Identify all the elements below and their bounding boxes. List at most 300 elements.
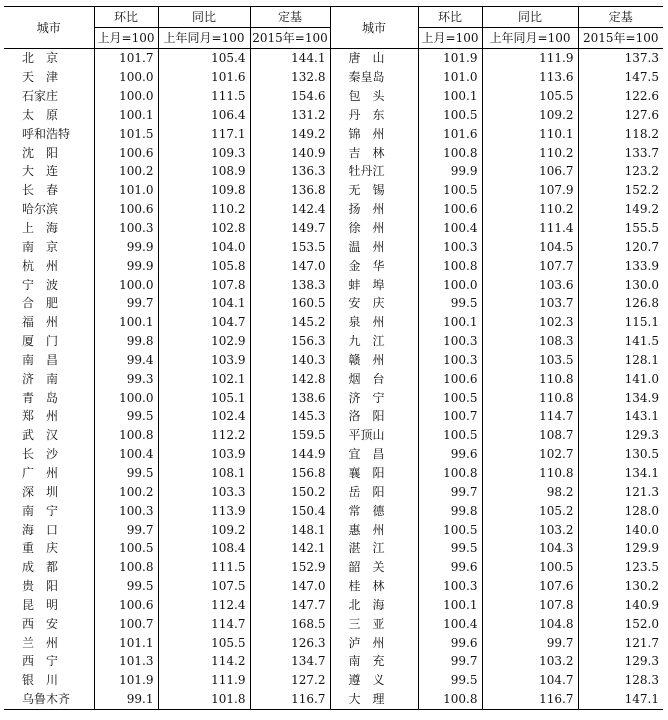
right-mom-cell: 100.4	[418, 219, 482, 238]
left-fixed-cell: 145.3	[250, 407, 330, 426]
left-city-cell: 武 汉	[22, 428, 59, 443]
left-mom-cell: 99.9	[94, 237, 158, 256]
right-yoy-cell: 103.6	[482, 275, 578, 294]
right-yoy-cell: 98.2	[482, 482, 578, 501]
left-city-cell: 银 川	[22, 673, 59, 688]
left-mom-cell: 100.8	[94, 558, 158, 577]
left-city-cell: 贵 阳	[22, 579, 59, 594]
right-mom-cell: 100.7	[418, 407, 482, 426]
right-city-cell: 唐 山	[330, 49, 418, 68]
left-yoy-cell: 103.9	[158, 445, 250, 464]
right-yoy-cell: 110.2	[482, 143, 578, 162]
left-yoy-cell: 104.0	[158, 237, 250, 256]
right-yoy-cell: 102.7	[482, 445, 578, 464]
right-mom-cell: 101.0	[418, 68, 482, 87]
right-mom-cell: 99.6	[418, 445, 482, 464]
right-mom-cell: 100.3	[418, 332, 482, 351]
left-yoy-cell: 108.1	[158, 464, 250, 483]
left-yoy-cell: 109.3	[158, 143, 250, 162]
left-fixed-cell: 149.2	[250, 124, 330, 143]
right-fixed-cell: 122.6	[578, 87, 663, 106]
header-mom-right: 环比	[418, 7, 482, 28]
right-fixed-cell: 127.6	[578, 106, 663, 125]
left-city-cell: 合 肥	[22, 296, 59, 311]
right-city-cell: 蚌 埠	[330, 275, 418, 294]
left-mom-cell: 100.7	[94, 614, 158, 633]
header-yoy-base-right: 上年同月=100	[482, 28, 578, 49]
right-yoy-cell: 103.2	[482, 652, 578, 671]
left-fixed-cell: 142.8	[250, 369, 330, 388]
left-city-cell: 西 宁	[22, 654, 59, 669]
table-row	[4, 520, 663, 539]
left-fixed-cell: 136.8	[250, 181, 330, 200]
left-fixed-cell: 142.4	[250, 200, 330, 219]
left-yoy-cell: 114.2	[158, 652, 250, 671]
table-row	[4, 539, 663, 558]
right-mom-cell: 100.1	[418, 313, 482, 332]
table-row	[4, 482, 663, 501]
left-city-cell: 青 岛	[22, 390, 59, 405]
table-row	[4, 181, 663, 200]
left-city-cell: 呼和浩特	[22, 126, 71, 141]
right-city-cell: 扬 州	[330, 200, 418, 219]
right-fixed-cell: 137.3	[578, 49, 663, 68]
left-mom-cell: 100.8	[94, 426, 158, 445]
right-mom-cell: 100.5	[418, 181, 482, 200]
left-yoy-cell: 102.9	[158, 332, 250, 351]
left-city-cell: 成 都	[22, 560, 59, 575]
table-row	[4, 388, 663, 407]
right-fixed-cell: 140.0	[578, 520, 663, 539]
right-yoy-cell: 104.5	[482, 237, 578, 256]
left-mom-cell: 99.1	[94, 690, 158, 709]
left-fixed-cell: 142.1	[250, 539, 330, 558]
right-yoy-cell: 102.3	[482, 313, 578, 332]
left-yoy-cell: 101.6	[158, 68, 250, 87]
right-fixed-cell: 143.1	[578, 407, 663, 426]
left-mom-cell: 100.3	[94, 219, 158, 238]
left-city-cell: 昆 明	[22, 597, 59, 612]
right-fixed-cell: 123.5	[578, 558, 663, 577]
left-mom-cell: 100.0	[94, 275, 158, 294]
right-city-cell: 宜 昌	[330, 445, 418, 464]
left-mom-cell: 100.2	[94, 162, 158, 181]
left-yoy-cell: 111.5	[158, 558, 250, 577]
table-row	[4, 577, 663, 596]
left-mom-cell: 101.7	[94, 49, 158, 68]
header-city-left: 城市	[4, 7, 94, 49]
table-row	[4, 68, 663, 87]
left-mom-cell: 101.5	[94, 124, 158, 143]
right-city-cell: 岳 阳	[330, 482, 418, 501]
right-fixed-cell: 121.7	[578, 633, 663, 652]
left-mom-cell: 101.3	[94, 652, 158, 671]
left-yoy-cell: 111.9	[158, 671, 250, 690]
right-yoy-cell: 104.8	[482, 614, 578, 633]
left-city-cell: 郑 州	[22, 409, 59, 424]
right-fixed-cell: 134.9	[578, 388, 663, 407]
right-fixed-cell: 147.1	[578, 690, 663, 709]
left-fixed-cell: 136.3	[250, 162, 330, 181]
right-city-cell: 惠 州	[330, 520, 418, 539]
right-city-cell: 常 德	[330, 501, 418, 520]
right-mom-cell: 100.1	[418, 87, 482, 106]
left-city-cell: 厦 门	[22, 334, 59, 349]
left-yoy-cell: 109.2	[158, 520, 250, 539]
left-mom-cell: 99.7	[94, 294, 158, 313]
left-yoy-cell: 107.8	[158, 275, 250, 294]
right-yoy-cell: 110.8	[482, 388, 578, 407]
right-mom-cell: 99.8	[418, 501, 482, 520]
right-fixed-cell: 134.1	[578, 464, 663, 483]
left-yoy-cell: 101.8	[158, 690, 250, 709]
right-fixed-cell: 149.2	[578, 200, 663, 219]
left-fixed-cell: 156.3	[250, 332, 330, 351]
left-city-cell: 广 州	[22, 465, 59, 480]
left-city-cell: 北 京	[22, 51, 59, 66]
left-fixed-cell: 132.8	[250, 68, 330, 87]
right-city-cell: 襄 阳	[330, 464, 418, 483]
right-yoy-cell: 100.5	[482, 558, 578, 577]
left-mom-cell: 100.5	[94, 539, 158, 558]
table-row	[4, 275, 663, 294]
header-yoy-base-left: 上年同月=100	[158, 28, 250, 49]
left-city-cell: 长 春	[22, 183, 59, 198]
left-city-cell: 南 宁	[22, 503, 59, 518]
right-mom-cell: 100.8	[418, 143, 482, 162]
left-fixed-cell: 160.5	[250, 294, 330, 313]
left-mom-cell: 100.1	[94, 313, 158, 332]
right-mom-cell: 100.4	[418, 614, 482, 633]
left-yoy-cell: 108.9	[158, 162, 250, 181]
table-row	[4, 690, 663, 709]
left-yoy-cell: 106.4	[158, 106, 250, 125]
right-city-cell: 徐 州	[330, 219, 418, 238]
left-yoy-cell: 102.4	[158, 407, 250, 426]
table-row	[4, 464, 663, 483]
right-mom-cell: 99.6	[418, 558, 482, 577]
right-city-cell: 济 宁	[330, 388, 418, 407]
right-yoy-cell: 103.5	[482, 351, 578, 370]
right-city-cell: 金 华	[330, 256, 418, 275]
left-fixed-cell: 127.2	[250, 671, 330, 690]
table-row	[4, 294, 663, 313]
left-mom-cell: 99.9	[94, 256, 158, 275]
table-row	[4, 162, 663, 181]
right-yoy-cell: 110.8	[482, 369, 578, 388]
right-city-cell: 锦 州	[330, 124, 418, 143]
right-fixed-cell: 152.0	[578, 614, 663, 633]
left-mom-cell: 100.3	[94, 501, 158, 520]
left-city-cell: 南 京	[22, 239, 59, 254]
left-yoy-cell: 102.1	[158, 369, 250, 388]
left-fixed-cell: 152.9	[250, 558, 330, 577]
right-yoy-cell: 114.7	[482, 407, 578, 426]
left-fixed-cell: 150.4	[250, 501, 330, 520]
table-row	[4, 49, 663, 68]
header-fixed-right: 定基	[578, 7, 663, 28]
right-fixed-cell: 118.2	[578, 124, 663, 143]
left-fixed-cell: 150.2	[250, 482, 330, 501]
right-fixed-cell: 147.5	[578, 68, 663, 87]
left-city-cell: 济 南	[22, 371, 59, 386]
right-yoy-cell: 111.4	[482, 219, 578, 238]
right-mom-cell: 99.5	[418, 294, 482, 313]
right-yoy-cell: 104.7	[482, 671, 578, 690]
left-yoy-cell: 112.2	[158, 426, 250, 445]
price-index-table	[4, 6, 663, 710]
right-mom-cell: 100.5	[418, 388, 482, 407]
right-fixed-cell: 115.1	[578, 313, 663, 332]
left-city-cell: 南 昌	[22, 352, 59, 367]
left-mom-cell: 99.3	[94, 369, 158, 388]
right-fixed-cell: 129.9	[578, 539, 663, 558]
right-city-cell: 泸 州	[330, 633, 418, 652]
left-city-cell: 兰 州	[22, 635, 59, 650]
table-row	[4, 671, 663, 690]
left-yoy-cell: 110.2	[158, 200, 250, 219]
right-city-cell: 丹 东	[330, 106, 418, 125]
price-index-table-container	[4, 6, 663, 710]
right-yoy-cell: 110.1	[482, 124, 578, 143]
header-mom-base-left: 上月=100	[94, 28, 158, 49]
table-row	[4, 426, 663, 445]
right-fixed-cell: 129.3	[578, 426, 663, 445]
right-fixed-cell: 130.0	[578, 275, 663, 294]
header-mom-base-right: 上月=100	[418, 28, 482, 49]
table-row	[4, 351, 663, 370]
table-row	[4, 219, 663, 238]
left-yoy-cell: 105.5	[158, 633, 250, 652]
left-city-cell: 重 庆	[22, 541, 59, 556]
right-fixed-cell: 126.8	[578, 294, 663, 313]
left-yoy-cell: 107.5	[158, 577, 250, 596]
table-row	[4, 124, 663, 143]
right-yoy-cell: 111.9	[482, 49, 578, 68]
right-fixed-cell: 123.2	[578, 162, 663, 181]
right-city-cell: 无 锡	[330, 181, 418, 200]
left-mom-cell: 101.0	[94, 181, 158, 200]
left-yoy-cell: 103.3	[158, 482, 250, 501]
right-fixed-cell: 128.3	[578, 671, 663, 690]
left-city-cell: 哈尔滨	[22, 202, 59, 217]
left-yoy-cell: 102.8	[158, 219, 250, 238]
left-city-cell: 西 安	[22, 616, 59, 631]
right-city-cell: 烟 台	[330, 369, 418, 388]
header-mom-left: 环比	[94, 7, 158, 28]
right-mom-cell: 100.8	[418, 464, 482, 483]
left-yoy-cell: 114.7	[158, 614, 250, 633]
right-yoy-cell: 108.3	[482, 332, 578, 351]
left-fixed-cell: 147.0	[250, 577, 330, 596]
left-fixed-cell: 154.6	[250, 87, 330, 106]
table-row	[4, 614, 663, 633]
left-mom-cell: 99.5	[94, 407, 158, 426]
left-fixed-cell: 147.7	[250, 595, 330, 614]
left-yoy-cell: 112.4	[158, 595, 250, 614]
header-yoy-right: 同比	[482, 7, 578, 28]
right-city-cell: 牡丹江	[330, 162, 418, 181]
right-mom-cell: 99.9	[418, 162, 482, 181]
left-mom-cell: 101.9	[94, 671, 158, 690]
right-fixed-cell: 152.2	[578, 181, 663, 200]
left-city-cell: 沈 阳	[22, 145, 59, 160]
right-mom-cell: 100.8	[418, 256, 482, 275]
right-mom-cell: 100.5	[418, 520, 482, 539]
right-city-cell: 泉 州	[330, 313, 418, 332]
right-city-cell: 九 江	[330, 332, 418, 351]
left-yoy-cell: 105.1	[158, 388, 250, 407]
left-yoy-cell: 111.5	[158, 87, 250, 106]
left-mom-cell: 100.0	[94, 87, 158, 106]
left-fixed-cell: 144.1	[250, 49, 330, 68]
right-yoy-cell: 107.8	[482, 595, 578, 614]
left-fixed-cell: 134.7	[250, 652, 330, 671]
left-yoy-cell: 103.9	[158, 351, 250, 370]
left-fixed-cell: 147.0	[250, 256, 330, 275]
right-yoy-cell: 106.7	[482, 162, 578, 181]
table-row	[4, 501, 663, 520]
right-yoy-cell: 103.2	[482, 520, 578, 539]
table-row	[4, 200, 663, 219]
right-mom-cell: 100.5	[418, 106, 482, 125]
right-mom-cell: 99.7	[418, 482, 482, 501]
right-fixed-cell: 128.1	[578, 351, 663, 370]
right-fixed-cell: 130.5	[578, 445, 663, 464]
right-city-cell: 湛 江	[330, 539, 418, 558]
right-yoy-cell: 116.7	[482, 690, 578, 709]
left-city-cell: 杭 州	[22, 258, 59, 273]
right-fixed-cell: 140.9	[578, 595, 663, 614]
right-city-cell: 南 充	[330, 652, 418, 671]
left-city-cell: 海 口	[22, 522, 59, 537]
left-city-cell: 深 圳	[22, 484, 59, 499]
left-fixed-cell: 144.9	[250, 445, 330, 464]
left-yoy-cell: 104.7	[158, 313, 250, 332]
right-city-cell: 秦皇岛	[330, 68, 418, 87]
right-mom-cell: 100.6	[418, 200, 482, 219]
right-yoy-cell: 108.7	[482, 426, 578, 445]
right-city-cell: 温 州	[330, 237, 418, 256]
table-row	[4, 106, 663, 125]
table-row	[4, 332, 663, 351]
left-city-cell: 乌鲁木齐	[4, 690, 94, 709]
right-fixed-cell: 129.3	[578, 652, 663, 671]
left-yoy-cell: 105.8	[158, 256, 250, 275]
right-mom-cell: 100.1	[418, 595, 482, 614]
left-city-cell: 宁 波	[22, 277, 59, 292]
right-fixed-cell: 133.9	[578, 256, 663, 275]
right-yoy-cell: 99.7	[482, 633, 578, 652]
left-mom-cell: 100.6	[94, 143, 158, 162]
header-fixed-left: 定基	[250, 7, 330, 28]
right-fixed-cell: 128.0	[578, 501, 663, 520]
right-city-cell: 洛 阳	[330, 407, 418, 426]
right-city-cell: 安 庆	[330, 294, 418, 313]
left-fixed-cell: 168.5	[250, 614, 330, 633]
right-city-cell: 三 亚	[330, 614, 418, 633]
table-row	[4, 237, 663, 256]
left-mom-cell: 99.8	[94, 332, 158, 351]
right-mom-cell: 100.8	[418, 690, 482, 709]
right-yoy-cell: 107.9	[482, 181, 578, 200]
right-fixed-cell: 133.7	[578, 143, 663, 162]
left-mom-cell: 99.7	[94, 520, 158, 539]
table-row	[4, 652, 663, 671]
table-row	[4, 407, 663, 426]
header-fixed-base-right: 2015年=100	[578, 28, 663, 49]
right-yoy-cell: 113.6	[482, 68, 578, 87]
right-yoy-cell: 107.6	[482, 577, 578, 596]
left-city-cell: 大 连	[22, 164, 59, 179]
right-yoy-cell: 107.7	[482, 256, 578, 275]
right-fixed-cell: 120.7	[578, 237, 663, 256]
right-fixed-cell: 155.5	[578, 219, 663, 238]
table-row	[4, 445, 663, 464]
left-fixed-cell: 138.6	[250, 388, 330, 407]
right-mom-cell: 100.0	[418, 275, 482, 294]
table-row	[4, 87, 663, 106]
right-mom-cell: 99.6	[418, 633, 482, 652]
right-city-cell: 吉 林	[330, 143, 418, 162]
left-mom-cell: 100.6	[94, 595, 158, 614]
right-mom-cell: 100.6	[418, 369, 482, 388]
right-yoy-cell: 105.2	[482, 501, 578, 520]
left-fixed-cell: 140.9	[250, 143, 330, 162]
table-row	[4, 558, 663, 577]
table-row	[4, 369, 663, 388]
header-fixed-base-left: 2015年=100	[250, 28, 330, 49]
table-body	[4, 49, 663, 710]
right-mom-cell: 101.9	[418, 49, 482, 68]
left-yoy-cell: 105.4	[158, 49, 250, 68]
right-city-cell: 平顶山	[330, 426, 418, 445]
header-city-right: 城市	[330, 7, 418, 49]
left-mom-cell: 100.0	[94, 68, 158, 87]
right-mom-cell: 99.5	[418, 539, 482, 558]
header-yoy-left: 同比	[158, 7, 250, 28]
table-row	[4, 143, 663, 162]
right-city-cell: 赣 州	[330, 351, 418, 370]
left-fixed-cell: 126.3	[250, 633, 330, 652]
left-mom-cell: 100.0	[94, 388, 158, 407]
right-city-cell: 韶 关	[330, 558, 418, 577]
left-city-cell: 天 津	[22, 70, 59, 85]
left-yoy-cell: 109.8	[158, 181, 250, 200]
left-city-cell: 福 州	[22, 315, 59, 330]
right-fixed-cell: 121.3	[578, 482, 663, 501]
left-fixed-cell: 148.1	[250, 520, 330, 539]
left-mom-cell: 100.1	[94, 106, 158, 125]
right-yoy-cell: 109.2	[482, 106, 578, 125]
right-mom-cell: 100.5	[418, 426, 482, 445]
left-city-cell: 石家庄	[22, 89, 59, 104]
left-city-cell: 太 原	[22, 107, 59, 122]
left-mom-cell: 101.1	[94, 633, 158, 652]
right-yoy-cell: 110.2	[482, 200, 578, 219]
left-mom-cell: 99.5	[94, 464, 158, 483]
right-yoy-cell: 110.8	[482, 464, 578, 483]
right-mom-cell: 101.6	[418, 124, 482, 143]
right-city-cell: 大 理	[330, 690, 418, 709]
right-mom-cell: 100.3	[418, 351, 482, 370]
right-mom-cell: 99.5	[418, 671, 482, 690]
left-fixed-cell: 156.8	[250, 464, 330, 483]
right-city-cell: 北 海	[330, 595, 418, 614]
right-yoy-cell: 103.7	[482, 294, 578, 313]
left-fixed-cell: 116.7	[250, 690, 330, 709]
right-yoy-cell: 105.5	[482, 87, 578, 106]
